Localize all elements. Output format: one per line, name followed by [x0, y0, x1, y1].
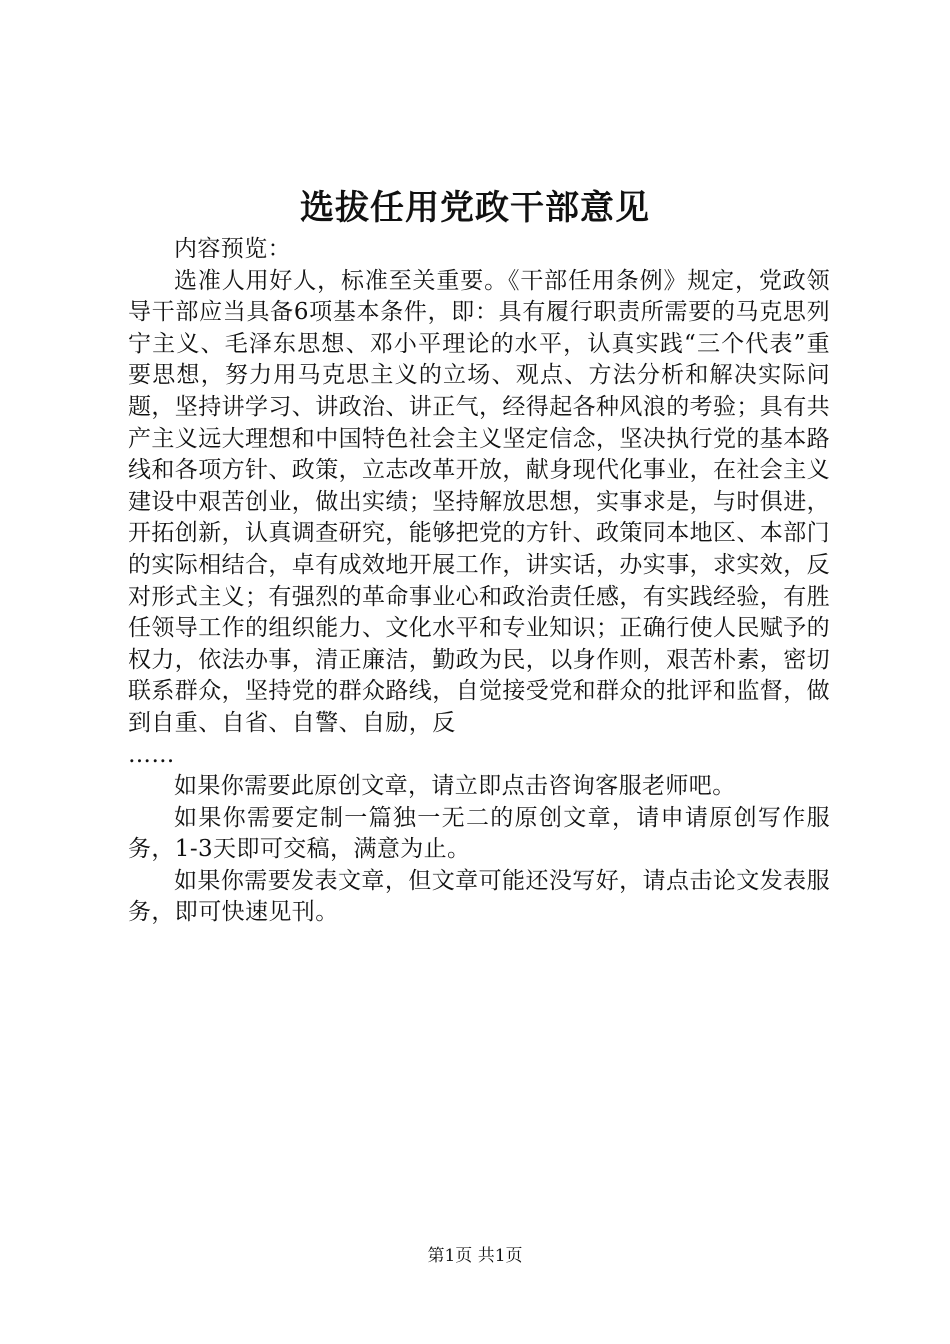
main-paragraph: 选准人用好人，标准至关重要。《干部任用条例》规定，党政领导干部应当具备6项基本条件，即：具有履行职责所需要的马克思列宁主义、毛泽东思想、邓小平理论的水平，认真实践“三个代表”重要思想，努力用马克思主义的立场、观点、方法分析和解决实际问题，坚持讲学习、讲政治、讲正气，经得起各种风浪的考验；具有共产主义远大理想和中国特色社会主义坚定信念，坚决执行党的基本路线和各项方针、政策，立志改革开放，献身现代化事业，在社会主义建设中艰苦创业，做出实绩；坚持解放思想，实事求是，与时俱进，开拓创新，认真调查研究，能够把党的方针、政策同本地区、本部门的实际相结合，卓有成效地开展工作，讲实话，办实事，求实效，反对形式主义；有强烈的革命事业心和政治责任感，有实践经验，有胜任领导工作的组织能力、文化水平和专业知识；正确行使人民赋予的权力，依法办事，清正廉洁，勤政为民，以身作则，艰苦朴素，密切联系群众，坚持党的群众路线，自觉接受党和群众的批评和监督，做到自重、自省、自警、自励，反: [128, 267, 830, 736]
document-title: 选拔任用党政干部意见: [300, 188, 650, 228]
publish-paragraph: 如果你需要发表文章，但文章可能还没写好，请点击论文发表服务，即可快速见刊。: [128, 867, 830, 926]
page-footer: 第1页 共1页: [427, 1246, 523, 1266]
ellipsis-text: ……: [128, 741, 175, 768]
document-body: [128, 234, 830, 929]
consult-paragraph: 如果你需要此原创文章，请立即点击咨询客服老师吧。: [174, 773, 736, 800]
custom-writing-paragraph: 如果你需要定制一篇独一无二的原创文章，请申请原创写作服务，1-3天即可交稿，满意为止。: [128, 804, 830, 863]
preview-label: 内容预览：: [174, 236, 291, 262]
